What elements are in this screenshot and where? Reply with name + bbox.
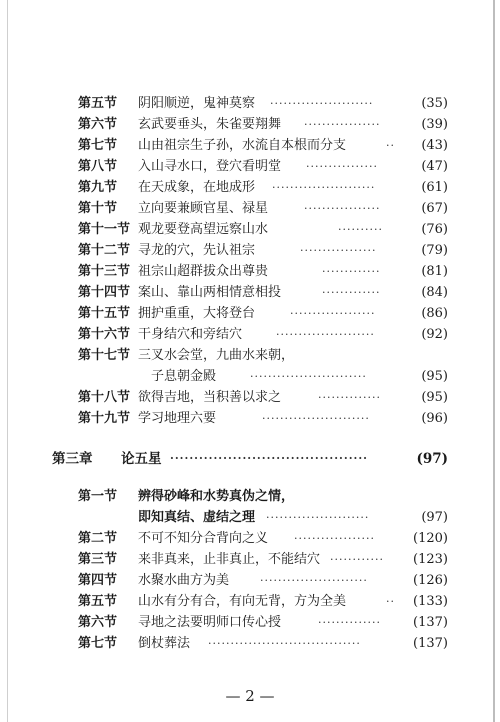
page-number: (79) bbox=[421, 243, 448, 258]
leader-dots: ·································· bbox=[208, 637, 361, 650]
section-title: 在天成象，在地成形 bbox=[138, 180, 256, 195]
section-label: 第三节 bbox=[78, 552, 118, 567]
section-title: 拥护重重，大将登台 bbox=[138, 306, 256, 321]
section-label: 第十六节 bbox=[78, 327, 131, 342]
leader-dots: ·· bbox=[386, 139, 395, 152]
section-label: 第八节 bbox=[78, 159, 118, 174]
leader-dots: ············· bbox=[322, 286, 381, 299]
page-number: (133) bbox=[413, 594, 448, 609]
leader-dots: ······················· bbox=[266, 511, 370, 524]
page-number: (47) bbox=[421, 159, 448, 174]
section-title: 祖宗山超群拔众出尊贵 bbox=[138, 264, 269, 279]
section-title: 山水有分有合，有向无背，方为全美 bbox=[138, 594, 347, 609]
leader-dots: ························ bbox=[260, 574, 368, 587]
section-label: 第七节 bbox=[78, 636, 118, 651]
section-title: 倒杖葬法 bbox=[138, 636, 191, 651]
page-number: (137) bbox=[413, 636, 448, 651]
section-label: 第十一节 bbox=[78, 222, 131, 237]
section-label: 第十节 bbox=[78, 201, 118, 216]
chapter-entry[interactable] bbox=[0, 449, 500, 469]
toc-entry[interactable] bbox=[0, 592, 500, 612]
section-label: 第十七节 bbox=[78, 348, 131, 363]
leader-dots: ·············· bbox=[318, 616, 381, 629]
section-label: 第十九节 bbox=[78, 411, 131, 426]
toc-entry[interactable] bbox=[0, 115, 500, 135]
page-number: (43) bbox=[421, 138, 448, 153]
page-number: (81) bbox=[421, 264, 448, 279]
toc-entry[interactable] bbox=[0, 325, 500, 345]
leader-dots: ·························· bbox=[250, 370, 367, 383]
toc-entry[interactable] bbox=[0, 199, 500, 219]
section-label: 第十二节 bbox=[78, 243, 131, 258]
page-number: (76) bbox=[421, 222, 448, 237]
toc-entry[interactable] bbox=[0, 157, 500, 177]
leader-dots: ················· bbox=[304, 202, 381, 215]
leader-dots: ·· bbox=[386, 595, 395, 608]
page-number: (95) bbox=[421, 369, 448, 384]
toc-entry[interactable] bbox=[0, 241, 500, 261]
section-label: 第十四节 bbox=[78, 285, 131, 300]
page-number: (61) bbox=[421, 180, 448, 195]
page-number: (86) bbox=[421, 306, 448, 321]
page-number: (35) bbox=[421, 96, 448, 111]
section-title: 三叉水会堂，九曲水来朝， bbox=[138, 348, 295, 363]
page-number: (67) bbox=[421, 201, 448, 216]
toc-entry[interactable] bbox=[0, 388, 500, 408]
section-title: 水聚水曲方为美 bbox=[138, 573, 230, 588]
leader-dots: ············· bbox=[322, 265, 381, 278]
page-number: (97) bbox=[416, 451, 448, 467]
section-label: 第六节 bbox=[78, 117, 118, 132]
section-label: 第十三节 bbox=[78, 264, 131, 279]
section-label: 第五节 bbox=[78, 96, 118, 111]
toc-entry[interactable] bbox=[0, 613, 500, 633]
toc-entry[interactable] bbox=[0, 487, 500, 507]
toc-entry[interactable] bbox=[0, 262, 500, 282]
section-title: 辨得砂峰和水势真伪之情， bbox=[138, 489, 295, 504]
page-number: (123) bbox=[413, 552, 448, 567]
section-label: 第一节 bbox=[78, 489, 118, 504]
leader-dots: ········································· bbox=[170, 452, 369, 465]
section-title: 观龙要登高望远察山水 bbox=[138, 222, 269, 237]
page-number: (84) bbox=[421, 285, 448, 300]
section-title: 学习地理六要 bbox=[138, 411, 217, 426]
toc-entry[interactable] bbox=[0, 220, 500, 240]
page-number: (126) bbox=[413, 573, 448, 588]
toc-entry[interactable] bbox=[0, 346, 500, 366]
leader-dots: ·········· bbox=[338, 223, 383, 236]
leader-dots: ······················· bbox=[272, 181, 376, 194]
toc-entry[interactable] bbox=[0, 409, 500, 429]
leader-dots: ······················· bbox=[270, 97, 374, 110]
page-number: (120) bbox=[413, 531, 448, 546]
page-number: (95) bbox=[421, 390, 448, 405]
section-label: 第十五节 bbox=[78, 306, 131, 321]
section-label: 第十八节 bbox=[78, 390, 131, 405]
leader-dots: ·················· bbox=[294, 532, 375, 545]
toc-entry[interactable] bbox=[0, 550, 500, 570]
section-title: 干身结穴和旁结穴 bbox=[138, 327, 243, 342]
chapter-label: 第三章 bbox=[52, 451, 93, 467]
section-title: 玄武要垂头，朱雀要翔舞 bbox=[138, 117, 282, 132]
section-title: 寻地之法要明师口传心授 bbox=[138, 615, 282, 630]
toc-entry[interactable] bbox=[0, 529, 500, 549]
toc-entry[interactable] bbox=[0, 634, 500, 654]
leader-dots: ················ bbox=[306, 160, 378, 173]
section-title-continued: 子息朝金殿 bbox=[151, 369, 217, 384]
page-number: (97) bbox=[421, 510, 448, 525]
page-number: (92) bbox=[421, 327, 448, 342]
toc-entry[interactable] bbox=[0, 94, 500, 114]
section-label: 第七节 bbox=[78, 138, 118, 153]
section-label: 第二节 bbox=[78, 531, 118, 546]
leader-dots: ············ bbox=[330, 553, 384, 566]
section-title: 不可不知分合背向之义 bbox=[138, 531, 269, 546]
leader-dots: ················· bbox=[300, 244, 377, 257]
section-title-continued: 即知真结、虚结之理 bbox=[138, 510, 256, 525]
page-number: (137) bbox=[413, 615, 448, 630]
section-title: 案山、靠山两相情意相投 bbox=[138, 285, 282, 300]
section-title: 来非真来，止非真止，不能结穴 bbox=[138, 552, 321, 567]
section-title: 欲得吉地，当积善以求之 bbox=[138, 390, 282, 405]
section-title: 入山寻水口，登穴看明堂 bbox=[138, 159, 282, 174]
page-footer-number: — 2 — bbox=[225, 687, 275, 705]
section-label: 第五节 bbox=[78, 594, 118, 609]
toc-entry[interactable] bbox=[0, 283, 500, 303]
toc-entry-continued[interactable] bbox=[0, 508, 500, 528]
section-title: 山由祖宗生子孙，水流自本根而分支 bbox=[138, 138, 347, 153]
toc-entry-continued[interactable] bbox=[0, 367, 500, 387]
section-label: 第九节 bbox=[78, 180, 118, 195]
leader-dots: ··················· bbox=[290, 307, 376, 320]
page-number: (39) bbox=[421, 117, 448, 132]
page-number: (96) bbox=[421, 411, 448, 426]
section-label: 第六节 bbox=[78, 615, 118, 630]
chapter-title: 论五星 bbox=[121, 451, 162, 467]
leader-dots: ················· bbox=[304, 118, 381, 131]
toc-entry[interactable] bbox=[0, 136, 500, 156]
section-title: 寻龙的穴，先认祖宗 bbox=[138, 243, 256, 258]
section-title: 立向要兼顾官星、禄星 bbox=[138, 201, 269, 216]
leader-dots: ························ bbox=[262, 412, 370, 425]
leader-dots: ······················ bbox=[276, 328, 375, 341]
leader-dots: ·············· bbox=[318, 391, 381, 404]
toc-entry[interactable] bbox=[0, 178, 500, 198]
toc-entry[interactable] bbox=[0, 571, 500, 591]
section-title: 阴阳顺逆，鬼神莫察 bbox=[138, 96, 256, 111]
section-label: 第四节 bbox=[78, 573, 118, 588]
toc-entry[interactable] bbox=[0, 304, 500, 324]
